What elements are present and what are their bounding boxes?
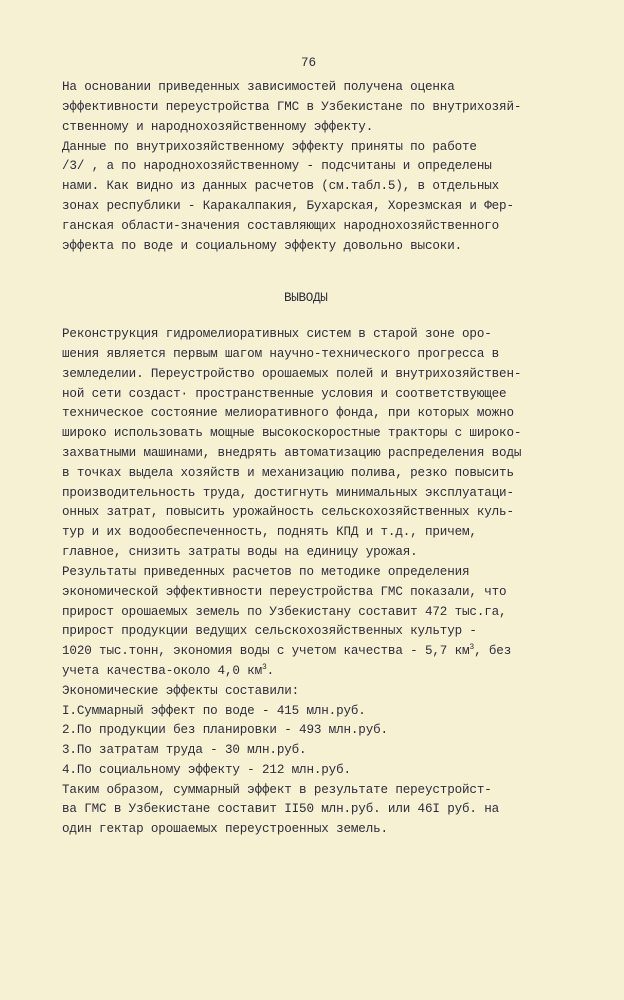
text-line: онных затрат, повысить урожайность сельскохозяйственных куль- [62, 505, 514, 519]
text-line: техническое состояние мелиоративного фонда, при которых можно [62, 406, 514, 420]
text-line: прирост орошаемых земель по Узбекистану составит 472 тыс.га, [62, 605, 507, 619]
text-line: ганская области-значения составляющих народнохозяйственного [62, 219, 500, 233]
text-line: На основании приведенных зависимостей получена оценка [62, 80, 455, 94]
text-segment: учета качества-около 4,0 км [62, 664, 263, 678]
text-line: эффекта по воде и социальному эффекту довольно высоки. [62, 239, 463, 253]
effect-item: 2.По продукции без планировки - 493 млн.руб. [62, 723, 388, 737]
text-line-water-economy [62, 642, 511, 661]
text-line-quality [62, 662, 274, 681]
text-line: шения является первым шагом научно-технического прогресса в [62, 347, 500, 361]
text-segment: . [266, 664, 275, 678]
text-line: производительность труда, достигнуть минимальных эксплуатаци- [62, 486, 514, 500]
text-segment: , без [474, 644, 512, 658]
effect-item: 3.По затратам труда - 30 млн.руб. [62, 743, 307, 757]
text-line: захватными машинами, внедрять автоматизацию распределения воды [62, 446, 522, 460]
text-line: экономической эффективности переустройства ГМС показали, что [62, 585, 507, 599]
superscript: 3 [469, 642, 475, 652]
text-line: широко использовать мощные высокоскоростные тракторы с широко- [62, 426, 522, 440]
text-line: ственному и народнохозяйственному эффекту. [62, 120, 374, 134]
section-heading: ВЫВОДЫ [284, 291, 328, 305]
superscript: 3 [262, 662, 267, 672]
text-line: в точках выдела хозяйств и механизацию полива, резко повысить [62, 466, 514, 480]
text-line: ва ГМС в Узбекистане составит II50 млн.руб. или 46I руб. на [62, 802, 500, 816]
text-line: земледелии. Переустройство орошаемых полей и внутрихозяйствен- [62, 367, 522, 381]
page-number: 76 [301, 56, 317, 70]
text-line: эффективности переустройства ГМС в Узбекистане по внутрихозяй- [62, 100, 522, 114]
text-line: главное, снизить затраты воды на единицу урожая. [62, 545, 418, 559]
text-line: зонах республики - Каракалпакия, Бухарская, Хорезмская и Фер- [62, 199, 514, 213]
effects-intro: Экономические эффекты составили: [62, 684, 300, 698]
text-line: Таким образом, суммарный эффект в результате переустройст- [62, 783, 492, 797]
text-line: /3/ , а по народнохозяйственному - подсчитаны и определены [62, 159, 492, 173]
text-line: тур и их водообеспеченность, поднять КПД и т.д., причем, [62, 525, 477, 539]
text-line: ной сети создаст· пространственные условия и соответствующее [62, 387, 507, 401]
text-line: один гектар орошаемых переустроенных земель. [62, 822, 388, 836]
text-line: Результаты приведенных расчетов по методике определения [62, 565, 470, 579]
text-segment: 1020 тыс.тонн, экономия воды с учетом качества - 5,7 км [62, 644, 470, 658]
effect-item: 4.По социальному эффекту - 212 млн.руб. [62, 763, 351, 777]
text-line: Реконструкция гидромелиоративных систем в старой зоне оро- [62, 327, 492, 341]
effect-item: I.Суммарный эффект по воде - 415 млн.руб. [62, 704, 366, 718]
text-line: прирост продукции ведущих сельскохозяйственных культур - [62, 624, 477, 638]
text-line: Данные по внутрихозяйственному эффекту приняты по работе [62, 140, 477, 154]
text-line: нами. Как видно из данных расчетов (см.табл.5), в отдельных [62, 179, 500, 193]
